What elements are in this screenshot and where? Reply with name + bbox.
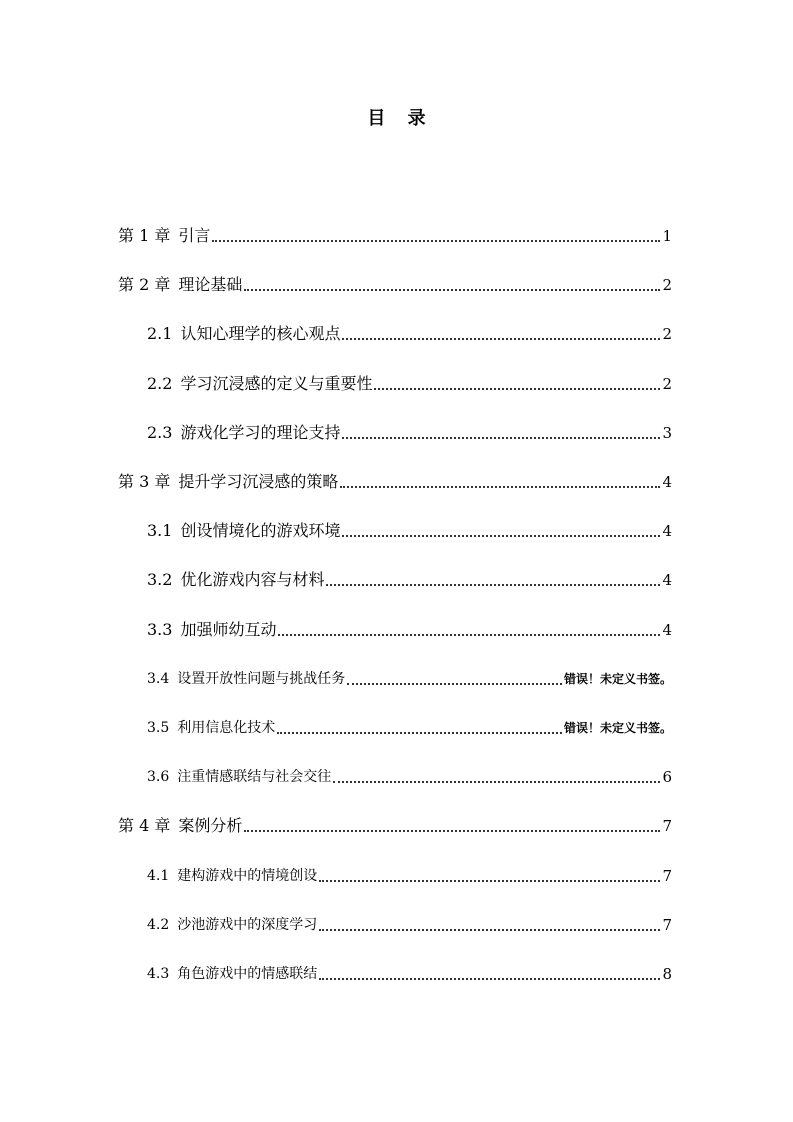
toc-entry-text: 案例分析 (178, 816, 243, 835)
toc-entry-text: 角色游戏中的情感联结 (177, 966, 318, 982)
toc-entry-page: 2 (662, 276, 672, 294)
toc-entry-page: 4 (662, 522, 672, 540)
toc-entry-number: 第 1 章 (118, 226, 171, 245)
toc-entry-error-text: 错误！未定义书签。 (563, 672, 672, 686)
toc-entry-page: 4 (662, 571, 672, 589)
toc-entry-text: 注重情感联结与社会交往 (177, 769, 332, 785)
toc-dot-leader (342, 525, 660, 537)
toc-dot-leader (342, 328, 660, 340)
toc-entry-error-text: 错误！未定义书签。 (563, 721, 672, 735)
toc-dot-leader (347, 673, 562, 685)
toc-dot-leader (244, 279, 660, 291)
toc-dot-leader (277, 722, 562, 734)
toc-entry[interactable] (147, 564, 672, 590)
toc-entry-number: 4.1 (147, 868, 170, 884)
toc-dot-leader (342, 427, 660, 439)
toc-entry-page: 2 (662, 325, 672, 343)
toc-entry[interactable] (147, 368, 672, 394)
toc-entry-text: 优化游戏内容与材料 (180, 570, 325, 589)
toc-entry-number: 第 2 章 (118, 275, 171, 294)
toc-dot-leader (326, 574, 660, 586)
toc-entry-number: 3.3 (147, 620, 173, 639)
toc-entry-text: 利用信息化技术 (177, 720, 276, 736)
toc-title: 目 录 (367, 108, 434, 129)
toc-entry-number: 3.2 (147, 570, 173, 589)
toc-dot-leader (244, 820, 660, 832)
toc-entry-page: 7 (662, 817, 672, 835)
toc-entry-page: 3 (662, 424, 672, 442)
toc-entry-text: 游戏化学习的理论支持 (180, 423, 341, 442)
toc-entry-page: 7 (662, 916, 672, 934)
toc-entry-number: 4.2 (147, 917, 170, 933)
toc-dot-leader (278, 624, 660, 636)
toc-dot-leader (319, 919, 660, 931)
toc-entry-text: 学习沉浸感的定义与重要性 (180, 374, 373, 393)
toc-dot-leader (333, 771, 660, 783)
toc-entry[interactable] (118, 269, 672, 295)
toc-entry[interactable] (147, 663, 672, 689)
toc-entry[interactable] (147, 909, 672, 935)
toc-entry[interactable] (147, 958, 672, 984)
toc-entry-text: 引言 (178, 226, 211, 245)
toc-entry-number: 3.6 (147, 769, 170, 785)
toc-entry-text: 加强师幼互动 (180, 620, 277, 639)
toc-entry-text: 认知心理学的核心观点 (180, 324, 341, 343)
toc-dot-leader (212, 230, 660, 242)
toc-entry[interactable] (147, 712, 672, 738)
toc-entry[interactable] (147, 860, 672, 886)
toc-entry[interactable] (147, 761, 672, 787)
toc-dot-leader (340, 476, 660, 488)
toc-entry[interactable] (147, 614, 672, 640)
toc-entry-number: 3.1 (147, 521, 173, 540)
toc-entry[interactable] (147, 318, 672, 344)
toc-entry-page: 2 (662, 375, 672, 393)
toc-entry-page: 6 (662, 768, 672, 786)
toc-entry[interactable] (118, 220, 672, 246)
toc-entry[interactable] (147, 417, 672, 443)
toc-entry-number: 3.5 (147, 720, 170, 736)
toc-entry[interactable] (147, 515, 672, 541)
toc-entry-number: 第 3 章 (118, 472, 171, 491)
toc-dot-leader (319, 968, 660, 980)
toc-entry-text: 理论基础 (178, 275, 243, 294)
toc-entry-number: 4.3 (147, 966, 170, 982)
toc-entry-page: 8 (662, 965, 672, 983)
toc-dot-leader (319, 870, 660, 882)
toc-entry-text: 创设情境化的游戏环境 (180, 521, 341, 540)
toc-entry-page: 7 (662, 867, 672, 885)
toc-entry-number: 第 4 章 (118, 816, 171, 835)
toc-entry-page: 4 (662, 621, 672, 639)
toc-entry[interactable] (118, 466, 672, 492)
toc-entry[interactable] (118, 810, 672, 836)
toc-entry-text: 沙池游戏中的深度学习 (177, 917, 318, 933)
toc-entry-text: 建构游戏中的情境创设 (177, 868, 318, 884)
toc-entry-number: 3.4 (147, 671, 170, 687)
toc-entry-text: 设置开放性问题与挑战任务 (177, 671, 346, 687)
toc-entry-number: 2.1 (147, 324, 173, 343)
toc-dot-leader (374, 378, 660, 390)
toc-entry-page: 1 (662, 227, 672, 245)
toc-entry-number: 2.2 (147, 374, 173, 393)
toc-entry-number: 2.3 (147, 423, 173, 442)
toc-entry-page: 4 (662, 473, 672, 491)
toc-entry-text: 提升学习沉浸感的策略 (178, 472, 339, 491)
